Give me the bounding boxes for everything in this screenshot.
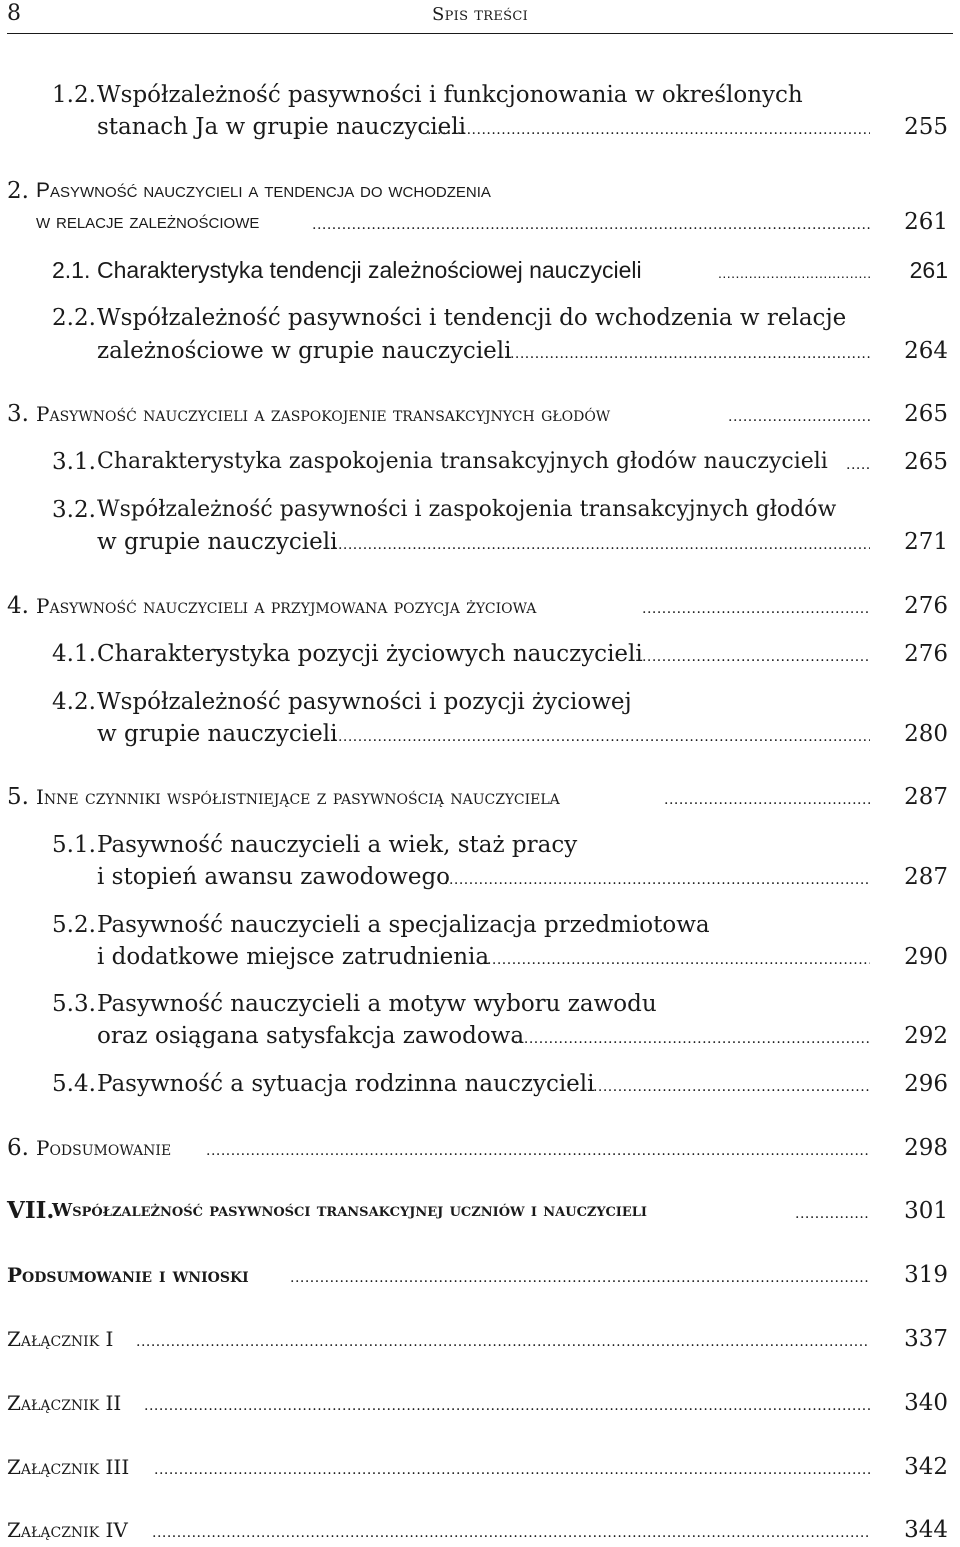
entry-title-line: Charakterystyka pozycji życiowych nauczycieli <box>97 641 643 667</box>
entry-number: 5. <box>7 784 29 810</box>
dot-leader <box>312 207 870 237</box>
entry-title-line: Charakterystyka tendencji zależnościowej nauczycieli <box>97 257 642 283</box>
dot-leader <box>444 862 870 892</box>
dot-leader <box>728 399 870 429</box>
entry-title-line: Pasywność nauczycieli a motyw wyboru zawodu <box>97 991 657 1017</box>
entry-number: 4.2. <box>52 689 96 715</box>
entry-page: 287 <box>904 784 948 810</box>
dot-leader <box>642 591 870 621</box>
entry-number: 2.1. <box>52 257 91 283</box>
dot-leader <box>136 1324 870 1354</box>
entry-page: 340 <box>904 1390 948 1416</box>
entry-title-line: stanach Ja w grupie nauczycieli <box>97 114 466 140</box>
entry-title-line: w grupie nauczycieli <box>97 529 338 555</box>
entry-number: 5.2. <box>52 912 96 938</box>
entry-number: VII. <box>7 1197 55 1224</box>
entry-number: 5.3. <box>52 991 96 1017</box>
entry-number: 2. <box>7 178 29 204</box>
entry-title-line: Pasywność nauczycieli a przyjmowana pozycja życiowa <box>36 594 537 618</box>
entry-page: 344 <box>904 1517 948 1543</box>
entry-title-line: Współzależność pasywności i tendencji do wchodzenia w relacje <box>97 305 847 331</box>
dot-leader <box>290 1260 870 1290</box>
entry-page: 276 <box>904 641 948 667</box>
entry-page: 337 <box>904 1326 948 1352</box>
entry-number: 5.4. <box>52 1071 96 1097</box>
entry-page: 298 <box>904 1135 948 1161</box>
entry-number: 1.2. <box>52 82 96 108</box>
entry-title-line: Załącznik III <box>7 1455 130 1479</box>
entry-page: 276 <box>904 593 948 619</box>
entry-page: 271 <box>904 529 948 555</box>
entry-title-line: Współzależność pasywności i funkcjonowania w określonych <box>97 82 803 108</box>
entry-title-line: Pasywność nauczycieli a zaspokojenie transakcyjnych głodów <box>36 402 611 426</box>
dot-leader <box>505 336 870 366</box>
entry-page: 265 <box>904 449 948 475</box>
dot-leader <box>154 1452 870 1482</box>
dot-leader <box>514 1021 870 1051</box>
entry-title-line: Pasywność nauczycieli a specjalizacja przedmiotowa <box>97 912 710 938</box>
entry-page: 261 <box>909 257 948 283</box>
dot-leader <box>333 719 870 749</box>
entry-number: 6. <box>7 1135 29 1161</box>
entry-page: 290 <box>904 944 948 970</box>
entry-title-line: Współzależność pasywności transakcyjnej uczniów i nauczycieli <box>52 1200 648 1221</box>
dot-leader <box>588 1069 870 1099</box>
dot-leader <box>664 782 870 812</box>
entry-title-line: Pasywność nauczycieli a wiek, staż pracy <box>97 832 578 858</box>
entry-number: 3.2. <box>52 497 96 523</box>
entry-title-line: i dodatkowe miejsce zatrudnienia <box>97 944 490 970</box>
entry-title-line: Współzależność pasywności i pozycji życiowej <box>97 689 632 715</box>
entry-page: 280 <box>904 721 948 747</box>
dot-leader <box>206 1133 870 1163</box>
page-number: 8 <box>7 1 21 26</box>
entry-number: 3.1. <box>52 449 96 475</box>
entry-page: 292 <box>904 1023 948 1049</box>
entry-page: 265 <box>904 401 948 427</box>
dot-leader <box>333 527 870 557</box>
entry-title-line: Podsumowanie i wnioski <box>7 1263 249 1287</box>
entry-page: 261 <box>904 209 948 235</box>
dot-leader <box>846 447 870 477</box>
entry-title-line: Inne czynniki współistniejące z pasywnością nauczyciela <box>36 785 560 809</box>
entry-title-line: Współzależność pasywności i zaspokojenia transakcyjnych głodów <box>97 497 837 522</box>
entry-title-line: zależnościowe w grupie nauczycieli <box>97 338 512 364</box>
entry-title-line: Załącznik II <box>7 1391 122 1415</box>
dot-leader <box>144 1388 870 1418</box>
dot-leader <box>482 942 870 972</box>
entry-number: 3. <box>7 401 29 427</box>
entry-page: 301 <box>904 1198 948 1224</box>
entry-page: 264 <box>904 338 948 364</box>
entry-title-line: i stopień awansu zawodowego <box>97 864 451 890</box>
dot-leader <box>718 255 870 285</box>
entry-number: 4.1. <box>52 641 96 667</box>
dot-leader <box>152 1515 870 1545</box>
entry-title-line: w grupie nauczycieli <box>97 721 338 747</box>
entry-title-line: Załącznik IV <box>7 1518 128 1542</box>
entry-number: 5.1. <box>52 832 96 858</box>
entry-title-line: Pasywność a sytuacja rodzinna nauczycieli <box>97 1071 595 1097</box>
entry-title-line: Pasywność nauczycieli a tendencja do wchodzenia <box>36 179 491 202</box>
entry-page: 296 <box>904 1071 948 1097</box>
entry-page: 319 <box>904 1262 948 1288</box>
running-title: Spis treści <box>431 4 529 25</box>
dot-leader <box>427 112 870 142</box>
entry-page: 255 <box>904 114 948 140</box>
entry-title-line: oraz osiągana satysfakcja zawodowa <box>97 1023 525 1049</box>
entry-title-line: w relacje zależnościowe <box>36 210 260 233</box>
entry-title-line: Załącznik I <box>7 1327 114 1351</box>
dot-leader <box>795 1196 870 1226</box>
entry-page: 342 <box>904 1454 948 1480</box>
entry-number: 2.2. <box>52 305 96 331</box>
entry-page: 287 <box>904 864 948 890</box>
dot-leader <box>637 639 870 669</box>
entry-title-line: Podsumowanie <box>36 1136 172 1160</box>
entry-title-line: Charakterystyka zaspokojenia transakcyjnych głodów nauczycieli <box>97 449 828 474</box>
entry-number: 4. <box>7 593 29 619</box>
